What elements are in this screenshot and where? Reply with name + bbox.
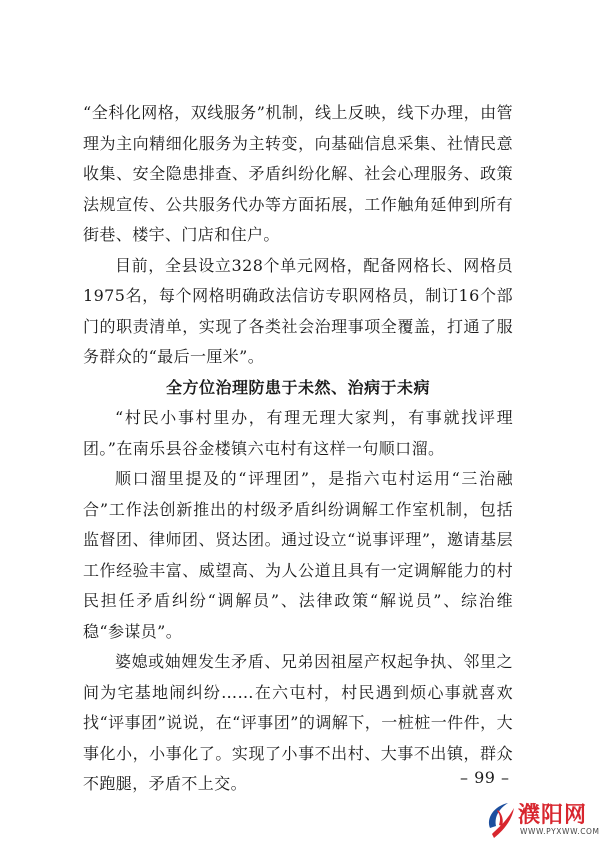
section-heading: 全方位治理防患于未然、治病于未病 bbox=[165, 377, 430, 397]
paragraph-jingle: “村民小事村里办，有理无理大家判，有事就找评理团。”在南乐县谷金楼镇六屯村有这样一句顺口溜。 bbox=[83, 408, 513, 458]
paragraph-mediation-team: 顺口溜里提及的“评理团”，是指六屯村运用“三治融合”工作法创新推出的村级矛盾纠纷调解工作室机制，包括监督团、律师团、贤达团。通过设立“说事评理”，邀请基层工作经验丰富、威望高、为人公道且具有一定调解能力的村民担任矛盾纠纷“调解员”、法律政策“解说员”、综治维稳“参谋员”。 bbox=[83, 469, 513, 641]
site-watermark bbox=[484, 798, 600, 842]
paragraph-grid-statistics: 目前，全县设立328个单元网格，配备网格长、网格员1975名，每个网格明确政法信访专职网格员，制订16个部门的职责清单，实现了各类社会治理事项全覆盖，打通了服务群众的“最后一厘米”。 bbox=[83, 255, 513, 366]
pyxww-logo-icon bbox=[484, 798, 518, 842]
paragraph-grid-service: “全科化网格，双线服务”机制，线上反映，线下办理，由管理为主向精细化服务为主转变，向基础信息采集、社情民意收集、安全隐患排查、矛盾纠纷化解、社会心理服务、政策法规宣传、公共服务代办等方面拓展，工作触角延伸到所有街巷、楼宇、门店和住户。 bbox=[83, 103, 513, 244]
paragraph-dispute-resolution: 婆媳或妯娌发生矛盾、兄弟因祖屋产权起争执、邻里之间为宅基地闹纠纷……在六屯村，村民遇到烦心事就喜欢找“评事团”说说，在“评事团”的调解下，一桩桩一件件，大事化小，小事化了。实现了小事不出村、大事不出镇，群众不跑腿，矛盾不上交。 bbox=[83, 652, 513, 793]
document-body bbox=[83, 98, 513, 800]
watermark-url: WWW.PYXWW.COM bbox=[520, 827, 600, 836]
watermark-title: 濮阳网 bbox=[518, 803, 588, 828]
page-number: – 99 – bbox=[460, 768, 510, 787]
